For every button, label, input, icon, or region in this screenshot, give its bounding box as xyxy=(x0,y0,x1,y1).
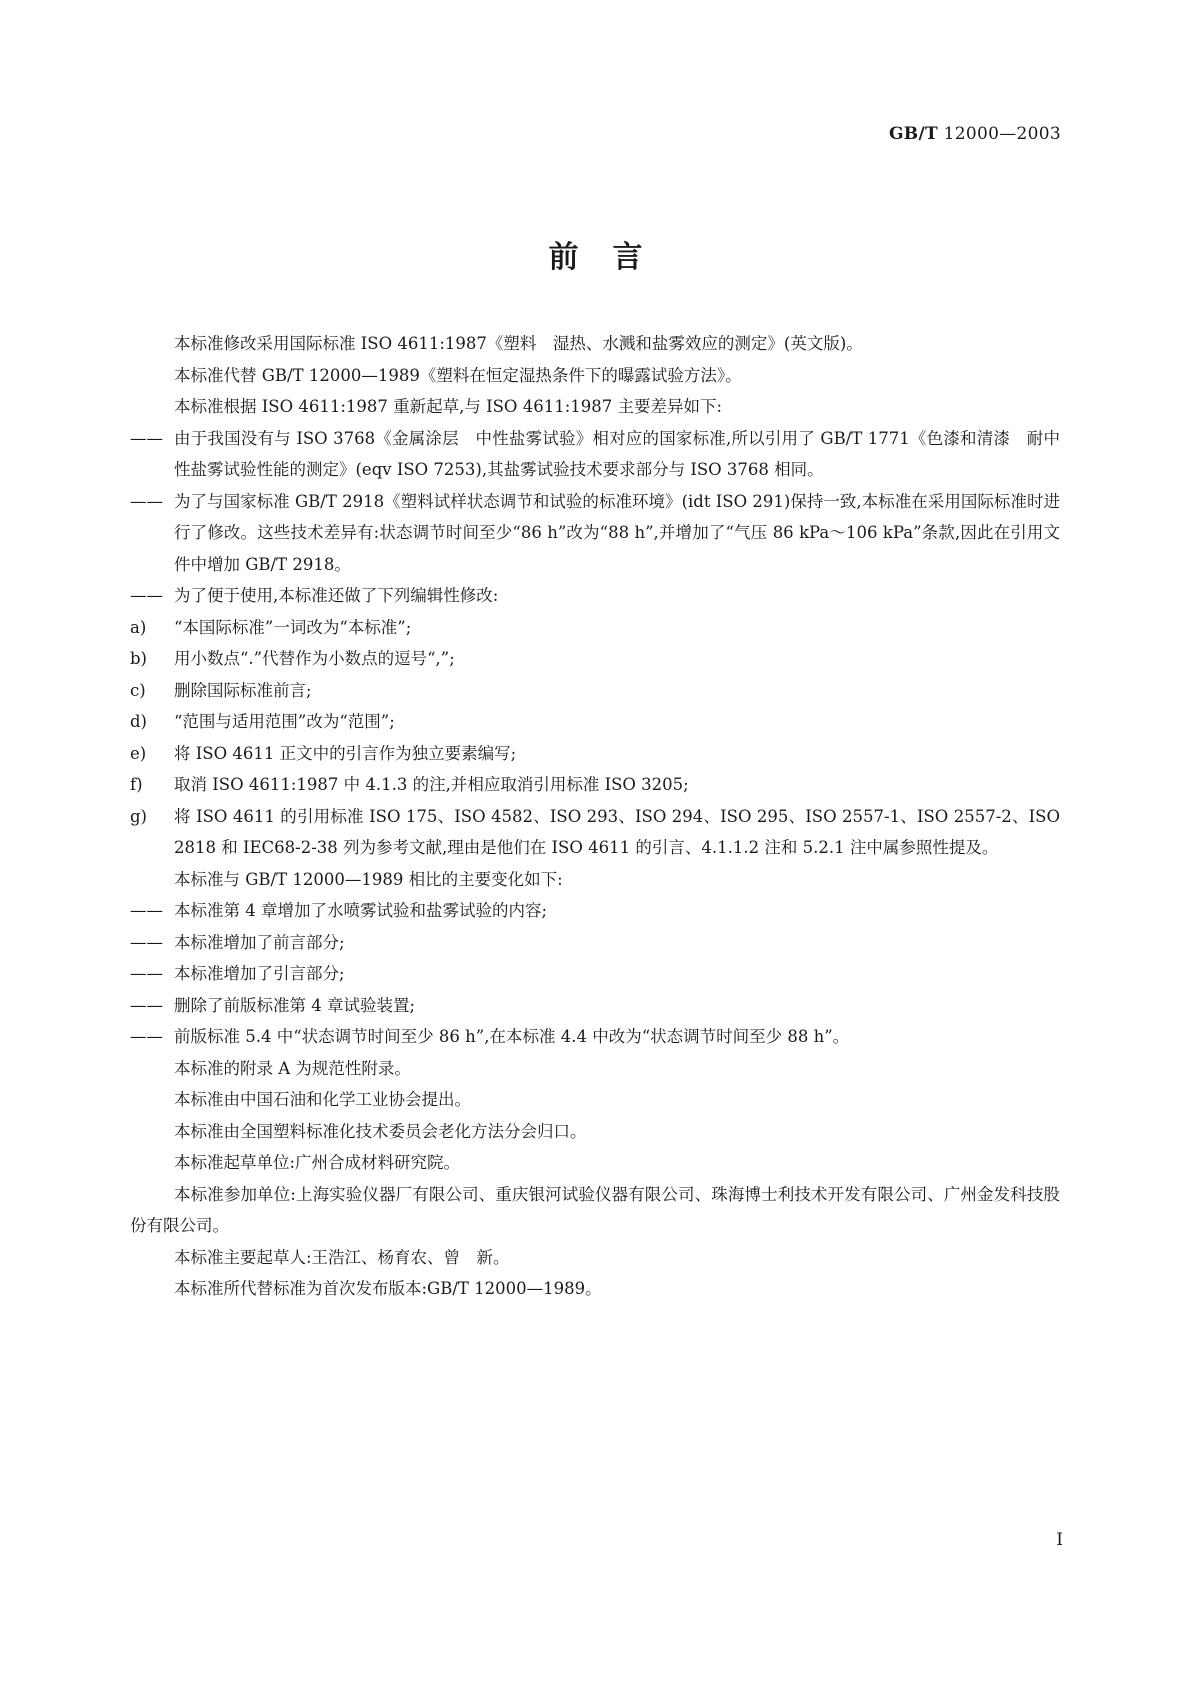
standard-prefix: GB/T xyxy=(888,124,938,144)
dash-item-editorial xyxy=(130,580,1060,612)
list-item-text: “本国际标准”一词改为“本标准”; xyxy=(174,617,412,637)
paragraph-annex: 本标准的附录 A 为规范性附录。 xyxy=(174,1058,411,1078)
list-item-label: b) xyxy=(130,649,147,668)
dash-mark: —— xyxy=(130,995,163,1015)
list-item-text: “范围与适用范围”改为“范围”; xyxy=(174,712,395,731)
change-item xyxy=(130,927,1060,959)
paragraph-drafting-unit: 本标准起草单位:广州合成材料研究院。 xyxy=(174,1153,461,1172)
standard-code: 12000—2003 xyxy=(937,124,1061,144)
paragraph-under-jurisdiction: 本标准由全国塑料标准化技术委员会老化方法分会归口。 xyxy=(174,1121,587,1141)
dash-mark: —— xyxy=(130,1027,163,1046)
paragraph-proposed-by: 本标准由中国石油和化学工业协会提出。 xyxy=(174,1090,471,1109)
list-item-f xyxy=(130,769,1060,801)
list-item-label: a) xyxy=(130,617,147,637)
dash-mark: —— xyxy=(130,964,163,983)
list-item-text: 取消 ISO 4611:1987 中 4.1.3 的注,并相应取消引用标准 ISO 3205; xyxy=(174,775,689,794)
list-item-text: 用小数点“.”代替作为小数点的逗号“,”; xyxy=(174,649,455,668)
paragraph-previous-versions: 本标准所代替标准为首次发布版本:GB/T 12000—1989。 xyxy=(174,1279,602,1298)
list-item-d xyxy=(130,706,1060,738)
dash-mark: —— xyxy=(130,428,163,448)
dash-item-conditioning xyxy=(130,486,1060,581)
dash-mark: —— xyxy=(130,901,163,920)
list-item-e xyxy=(130,738,1060,770)
change-item xyxy=(130,990,1060,1022)
change-item-text: 本标准增加了前言部分; xyxy=(174,932,345,952)
dash-mark: —— xyxy=(130,932,163,952)
paragraph-adoption: 本标准修改采用国际标准 ISO 4611:1987《塑料 湿热、水溅和盐雾效应的测定》(英文版)。 xyxy=(174,334,863,353)
list-item-text: 将 ISO 4611 的引用标准 ISO 175、ISO 4582、ISO 293、ISO 294、ISO 295、ISO 2557-1、ISO 2557-2、ISO 2818 和 IEC68-2-38 列为参考文献,理由是他们在 ISO 4611 的引言、4.1.1.2 注和 5.2.1 注中属参照性提及。 xyxy=(174,806,1060,857)
dash-item-text: 由于我国没有与 ISO 3768《金属涂层 中性盐雾试验》相对应的国家标准,所以引用了 GB/T 1771《色漆和清漆 耐中性盐雾试验性能的测定》(eqv ISO 7253),其盐雾试验技术要求部分与 ISO 3768 相同。 xyxy=(174,428,1060,479)
list-item-label: g) xyxy=(130,806,147,826)
list-item-b xyxy=(130,643,1060,675)
list-item-label: d) xyxy=(130,712,147,731)
document-body xyxy=(130,328,1060,1305)
paragraph-changes-intro: 本标准与 GB/T 12000—1989 相比的主要变化如下: xyxy=(174,869,563,889)
list-item-label: c) xyxy=(130,680,146,700)
change-item-text: 本标准增加了引言部分; xyxy=(174,964,345,983)
dash-mark: —— xyxy=(130,491,163,511)
change-item-text: 删除了前版标准第 4 章试验装置; xyxy=(174,995,416,1015)
change-item xyxy=(130,1021,1060,1053)
paragraph-participating-units: 本标准参加单位:上海实验仪器厂有限公司、重庆银河试验仪器有限公司、珠海博士利技术开发有限公司、广州金发科技股份有限公司。 xyxy=(130,1184,1060,1235)
paragraph-differences-intro: 本标准根据 ISO 4611:1987 重新起草,与 ISO 4611:1987 主要差异如下: xyxy=(174,397,723,416)
list-item-text: 将 ISO 4611 正文中的引言作为独立要素编写; xyxy=(174,743,517,763)
list-item-label: e) xyxy=(130,743,147,763)
page-number: I xyxy=(1056,1530,1063,1550)
change-item xyxy=(130,958,1060,990)
list-item-label: f) xyxy=(130,775,143,794)
change-item-text: 本标准第 4 章增加了水喷雾试验和盐雾试验的内容; xyxy=(174,901,548,920)
list-item-a xyxy=(130,612,1060,644)
dash-item-text: 为了便于使用,本标准还做了下列编辑性修改: xyxy=(174,586,499,605)
list-item-c xyxy=(130,675,1060,707)
dash-mark: —— xyxy=(130,586,163,605)
dash-item-text: 为了与国家标准 GB/T 2918《塑料试样状态调节和试验的标准环境》(idt ISO 291)保持一致,本标准在采用国际标准时进行了修改。这些技术差异有:状态调节时间至少“86 h”改为“88 h”,并增加了“气压 86 kPa～106 kPa”条款,因此在引用文件中增加 GB/T 2918。 xyxy=(174,491,1060,574)
change-item xyxy=(130,895,1060,927)
dash-item-salt-spray xyxy=(130,423,1060,486)
standard-number xyxy=(889,124,1061,144)
paragraph-replaces: 本标准代替 GB/T 12000—1989《塑料在恒定湿热条件下的曝露试验方法》。 xyxy=(174,365,742,385)
list-item-g xyxy=(130,801,1060,864)
list-item-text: 删除国际标准前言; xyxy=(174,680,312,700)
change-item-text: 前版标准 5.4 中“状态调节时间至少 86 h”,在本标准 4.4 中改为“状态调节时间至少 88 h”。 xyxy=(174,1027,850,1046)
paragraph-drafters: 本标准主要起草人:王浩江、杨育农、曾 新。 xyxy=(174,1247,510,1267)
page-title: 前言 xyxy=(548,240,677,275)
